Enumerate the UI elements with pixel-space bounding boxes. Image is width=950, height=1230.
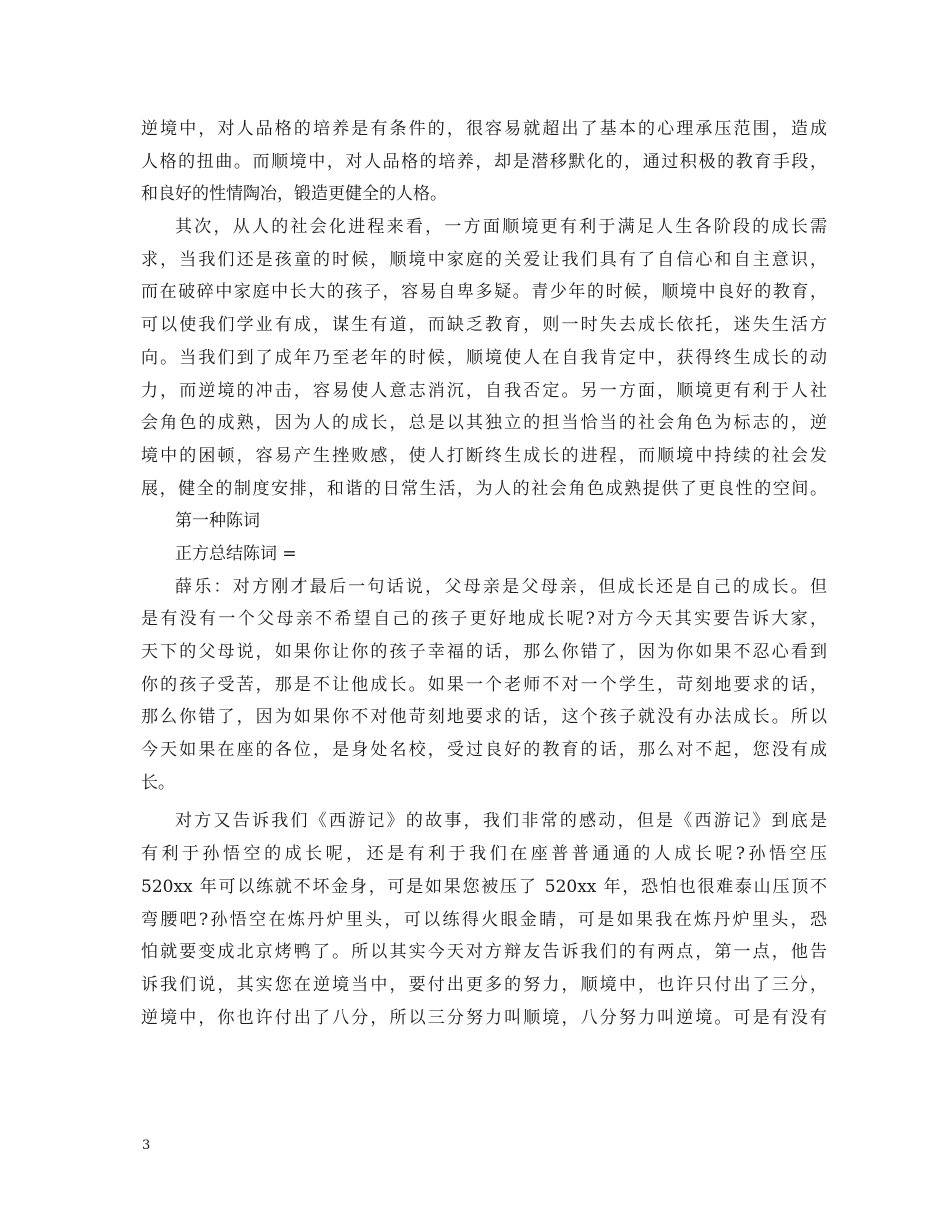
text-line: 对方又告诉我们《西游记》的故事，我们非常的感动，但是《西游记》到底是 — [175, 811, 827, 832]
text-line: 诉我们说，其实您在逆境当中，要付出更多的努力，顺境中，也许只付出了三分， — [141, 974, 827, 995]
text-line: 逆境中，对人品格的培养是有条件的，很容易就超出了基本的心理承压范围，造成 — [141, 119, 827, 139]
page-number: 3 — [142, 1138, 151, 1153]
text-line: 长。 — [141, 772, 175, 793]
text-line: 可以使我们学业有成，谋生有道，而缺乏教育，则一时失去成长依托，迷失生活方 — [141, 315, 827, 336]
text-line: 是有没有一个父母亲不希望自己的孩子更好地成长呢?对方今天其实要告诉大家， — [141, 609, 827, 630]
text-line: 那么你错了，因为如果你不对他苛刻地要求的话，这个孩子就没有办法成长。所以 — [141, 707, 827, 728]
text-line: 其次，从人的社会化进程来看，一方面顺境更有利于满足人生各阶段的成长需 — [175, 217, 827, 238]
text-line: 境中的困顿，容易产生挫败感，使人打断终生成长的进程，而顺境中持续的社会发 — [141, 445, 827, 466]
text-line: 向。当我们到了成年乃至老年的时候，顺境使人在自我肯定中，获得终生成长的动 — [141, 347, 827, 368]
text-line: 520xx 年可以练就不坏金身，可是如果您被压了 520xx 年，恐怕也很难泰山压顶不 — [141, 876, 827, 897]
section-subheading: 正方总结陈词 = — [175, 543, 297, 564]
text-line: 薛乐：对方刚才最后一句话说，父母亲是父母亲，但成长还是自己的成长。但 — [175, 576, 827, 597]
text-line: 和良好的性情陶冶，锻造更健全的人格。 — [141, 184, 447, 205]
text-line: 怕就要变成北京烤鸭了。所以其实今天对方辩友告诉我们的有两点，第一点，他告 — [141, 942, 827, 963]
section-heading: 第一种陈词 — [175, 511, 260, 532]
text-line: 而在破碎中家庭中长大的孩子，容易自卑多疑。青少年的时候，顺境中良好的教育， — [141, 282, 827, 303]
text-line: 会角色的成熟，因为人的成长，总是以其独立的担当恰当的社会角色为标志的，逆 — [141, 413, 827, 434]
text-line: 弯腰吧?孙悟空在炼丹炉里头，可以练得火眼金睛，可是如果我在炼丹炉里头，恐 — [141, 909, 827, 930]
text-line: 展，健全的制度安排，和谐的日常生活，为人的社会角色成熟提供了更良性的空间。 — [141, 478, 827, 499]
text-line: 人格的扭曲。而顺境中，对人品格的培养，却是潜移默化的，通过积极的教育手段， — [141, 151, 827, 172]
document-body — [141, 113, 827, 1034]
text-line: 有利于孙悟空的成长呢，还是有利于我们在座普普通通的人成长呢?孙悟空压 — [141, 844, 827, 865]
text-line: 逆境中，你也许付出了八分，所以三分努力叫顺境，八分努力叫逆境。可是有没有 — [141, 1007, 827, 1028]
text-line: 今天如果在座的各位，是身处名校，受过良好的教育的话，那么对不起，您没有成 — [141, 740, 827, 761]
text-line: 求，当我们还是孩童的时候，顺境中家庭的关爱让我们具有了自信心和自主意识， — [141, 249, 827, 270]
text-line: 你的孩子受苦，那是不让他成长。如果一个老师不对一个学生，苛刻地要求的话， — [141, 674, 827, 695]
text-line: 力，而逆境的冲击，容易使人意志消沉，自我否定。另一方面，顺境更有利于人社 — [141, 380, 827, 401]
text-line: 天下的父母说，如果你让你的孩子幸福的话，那么你错了，因为你如果不忍心看到 — [141, 642, 827, 662]
